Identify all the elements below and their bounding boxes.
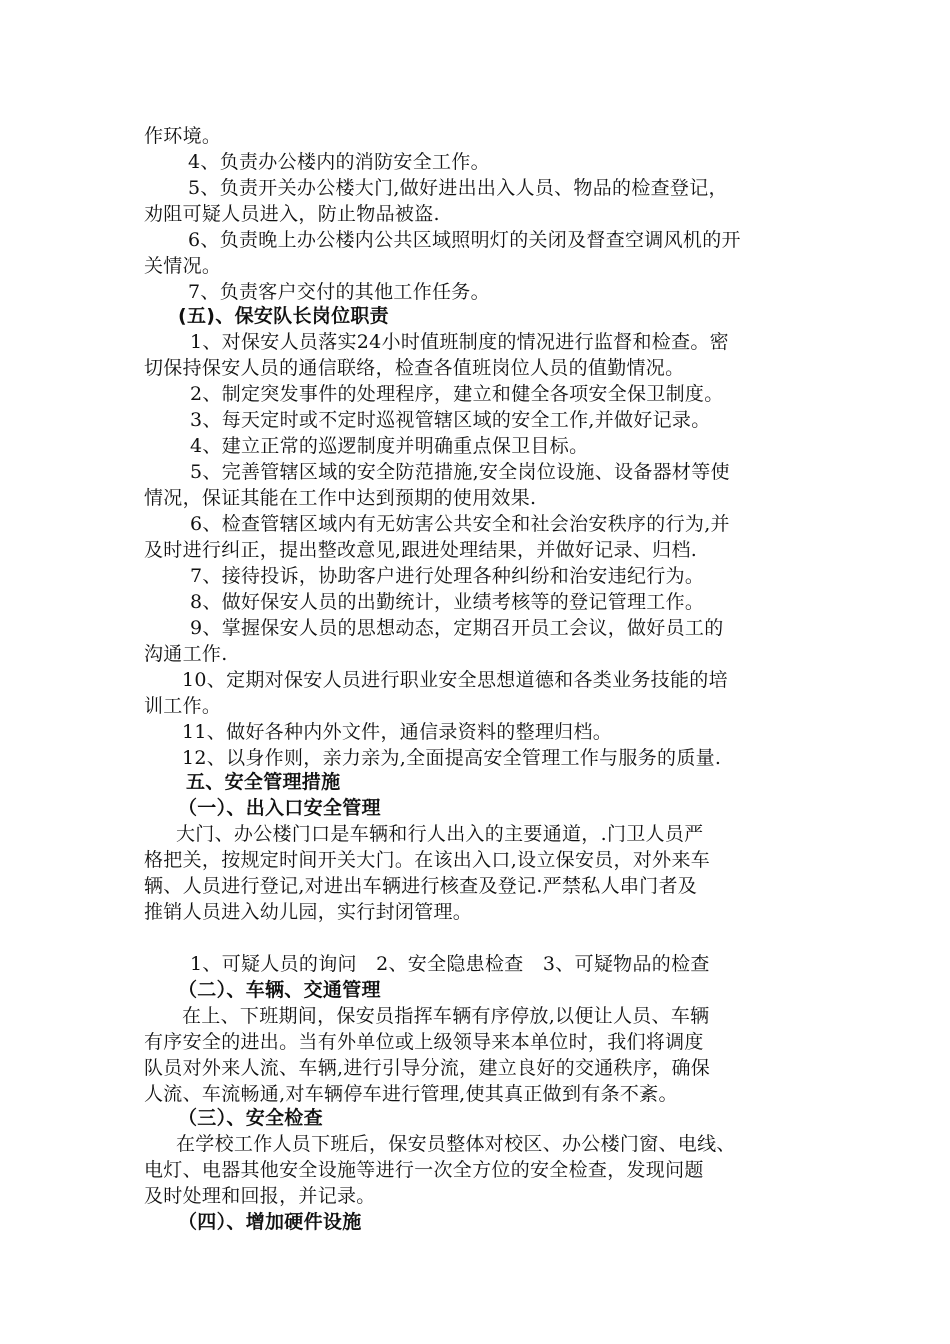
- text-line: 4、负责办公楼内的消防安全工作。: [188, 151, 490, 173]
- text-line: 1、可疑人员的询问 2、安全隐患检查 3、可疑物品的检查: [190, 953, 710, 975]
- text-line: 电灯、电器其他安全设施等进行一次全方位的安全检查，发现问题: [144, 1159, 704, 1181]
- text-line: 及时处理和回报，并记录。: [144, 1185, 376, 1207]
- text-line: 切保持保安人员的通信联络，检查各值班岗位人员的值勤情况。: [144, 357, 685, 379]
- text-line: 大门、办公楼门口是车辆和行人出入的主要通道，.门卫人员严: [176, 823, 704, 845]
- text-line: 劝阻可疑人员进入，防止物品被盗.: [144, 203, 440, 225]
- section-heading: 五、安全管理措施: [186, 771, 341, 793]
- text-line: 训工作。: [144, 695, 222, 717]
- text-line: 队员对外来人流、车辆,进行引导分流，建立良好的交通秩序，确保: [144, 1057, 711, 1079]
- text-line: 及时进行纠正，提出整改意见,跟进处理结果，并做好记录、归档.: [144, 539, 698, 561]
- text-line: 格把关，按规定时间开关大门。在该出入口,设立保安员，对外来车: [144, 849, 711, 871]
- text-line: 人流、车流畅通,对车辆停车进行管理,使其真正做到有条不紊。: [144, 1083, 678, 1105]
- text-line: 6、检查管辖区域内有无妨害公共安全和社会治安秩序的行为,并: [190, 513, 730, 535]
- section-heading: (五)、保安队长岗位职责: [178, 305, 389, 327]
- text-line: 7、负责客户交付的其他工作任务。: [188, 281, 490, 303]
- text-line: 3、每天定时或不定时巡视管辖区域的安全工作,并做好记录。: [190, 409, 711, 431]
- text-line: 11、做好各种内外文件，通信录资料的整理归档。: [182, 721, 613, 743]
- text-line: 有序安全的进出。当有外单位或上级领导来本单位时，我们将调度: [144, 1031, 704, 1053]
- text-line: 9、掌握保安人员的思想动态，定期召开员工会议，做好员工的: [190, 617, 724, 639]
- text-line: 情况，保证其能在工作中达到预期的使用效果.: [144, 487, 537, 509]
- text-line: 7、接待投诉，协助客户进行处理各种纠纷和治安违纪行为。: [190, 565, 705, 587]
- text-line: 6、负责晚上办公楼内公共区域照明灯的关闭及督查空调风机的开: [188, 229, 741, 251]
- text-line: 8、做好保安人员的出勤统计，业绩考核等的登记管理工作。: [190, 591, 705, 613]
- text-line: 推销人员进入幼儿园，实行封闭管理。: [144, 901, 473, 923]
- text-line: 作环境。: [144, 125, 222, 147]
- text-line: 4、建立正常的巡逻制度并明确重点保卫目标。: [190, 435, 589, 457]
- text-line: 5、负责开关办公楼大门,做好进出出入人员、物品的检查登记，: [188, 177, 728, 199]
- section-heading: （三）、安全检查: [178, 1107, 323, 1129]
- section-heading: （一）、出入口安全管理: [178, 797, 381, 819]
- section-heading: （四）、增加硬件设施: [178, 1211, 362, 1233]
- text-line: 2、制定突发事件的处理程序，建立和健全各项安全保卫制度。: [190, 383, 724, 405]
- text-line: 10、定期对保安人员进行职业安全思想道德和各类业务技能的培: [182, 669, 728, 691]
- text-line: 5、完善管辖区域的安全防范措施,安全岗位设施、设备器材等使: [190, 461, 730, 483]
- text-line: 关情况。: [144, 255, 222, 277]
- text-line: 沟通工作.: [144, 643, 228, 665]
- text-line: 12、以身作则，亲力亲为,全面提高安全管理工作与服务的质量.: [182, 747, 722, 769]
- text-line: 在上、下班期间，保安员指挥车辆有序停放,以便让人员、车辆: [182, 1005, 710, 1027]
- text-line: 在学校工作人员下班后，保安员整体对校区、办公楼门窗、电线、: [176, 1133, 736, 1155]
- text-line: 辆、人员进行登记,对进出车辆进行核查及登记.严禁私人串门者及: [144, 875, 698, 897]
- text-line: 1、对保安人员落实24小时值班制度的情况进行监督和检查。密: [190, 331, 729, 353]
- section-heading: （二）、车辆、交通管理: [178, 979, 381, 1001]
